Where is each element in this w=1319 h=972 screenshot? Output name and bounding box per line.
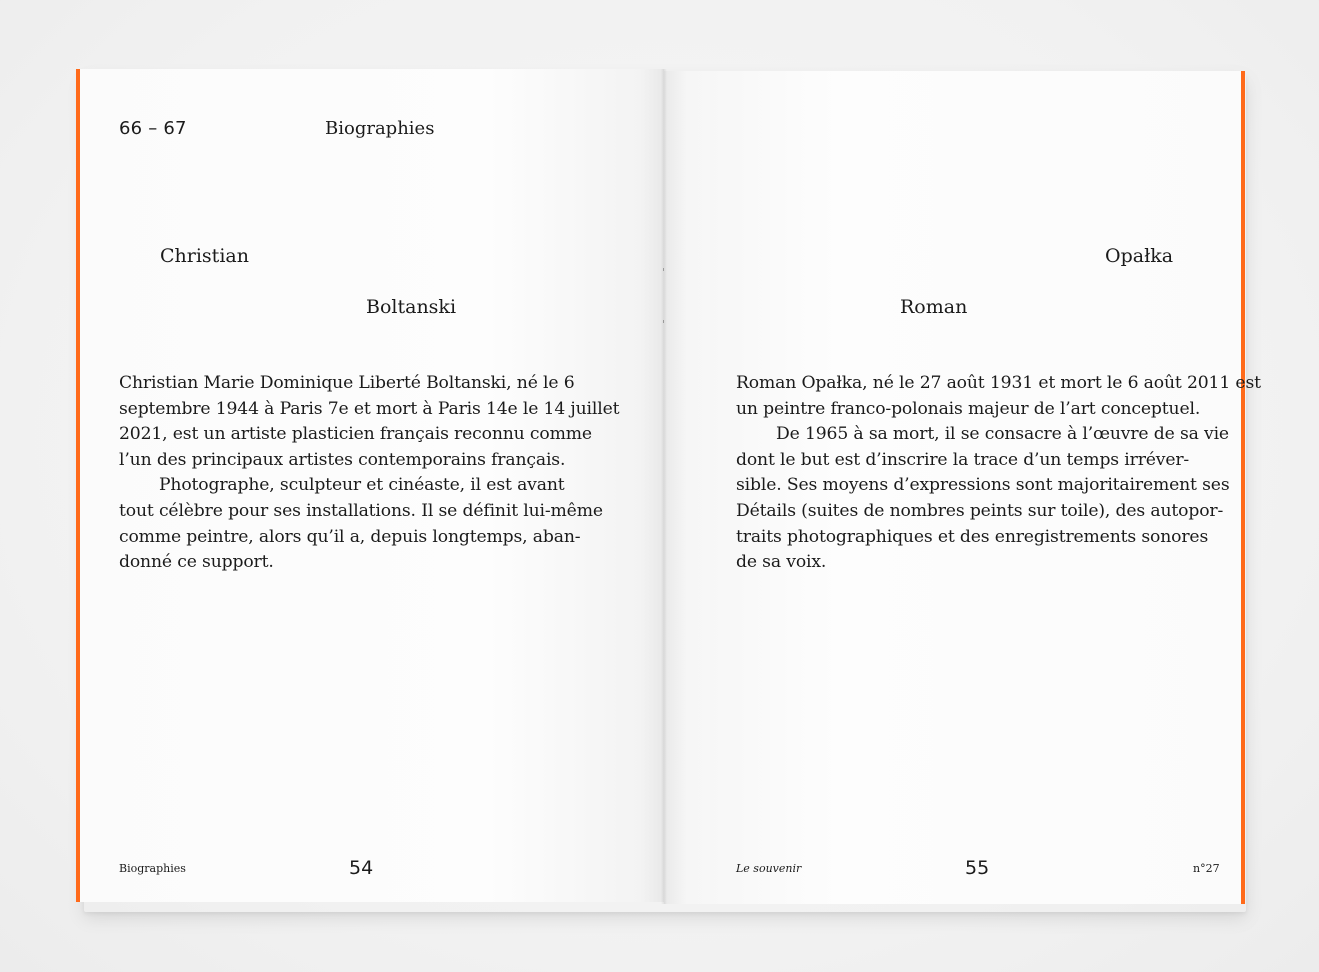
section-title: Biographies	[325, 118, 435, 139]
text-line: Photographe, sculpteur et cinéaste, il est avant	[159, 475, 565, 496]
text-line: comme peintre, alors qu’il a, depuis longtemps, aban-	[119, 526, 581, 547]
text-line: Roman Opałka, né le 27 août 1931 et mort le 6 août 2011 est	[736, 373, 1261, 393]
text-line: Christian Marie Dominique Liberté Boltanski, né le 6	[119, 373, 575, 393]
text-line: septembre 1944 à Paris 7e et mort à Paris 14e le 14 juillet	[119, 398, 620, 419]
text-line: De 1965 à sa mort, il se consacre à l’œuvre de sa vie	[776, 424, 1229, 445]
text-line: de sa voix.	[736, 552, 827, 573]
text-line: l’un des principaux artistes contemporains français.	[119, 449, 566, 470]
text-line: sible. Ses moyens d’expressions sont majoritairement ses	[736, 475, 1230, 496]
gutter-mark	[663, 320, 664, 323]
page-number-right: 55	[965, 857, 990, 879]
text-line: un peintre franco-polonais majeur de l’art conceptuel.	[736, 398, 1201, 419]
first-name-heading: Christian	[160, 245, 249, 267]
footer-issue-number: n°27	[1193, 862, 1220, 875]
text-line: donné ce support.	[119, 552, 274, 573]
biography-text-boltanski	[119, 371, 619, 576]
biography-text-opalka	[736, 371, 1261, 576]
gutter-mark	[663, 268, 664, 271]
text-line: Détails (suites de nombres peints sur toile), des autopor-	[736, 500, 1224, 521]
book-gutter	[661, 69, 667, 904]
left-orange-edge	[76, 69, 80, 902]
last-name-heading: Boltanski	[366, 296, 457, 318]
text-line: tout célèbre pour ses installations. Il se définit lui-même	[119, 500, 603, 521]
text-line: dont le but est d’inscrire la trace d’un temps irréver-	[736, 449, 1190, 470]
footer-issue-title: Le souvenir	[736, 862, 802, 875]
text-line: 2021, est un artiste plasticien français reconnu comme	[119, 424, 592, 445]
text-line: traits photographiques et des enregistrements sonores	[736, 526, 1209, 547]
page-range: 66 – 67	[119, 118, 187, 139]
given-name-heading: Roman	[900, 296, 968, 318]
page-number-left: 54	[349, 857, 374, 879]
surname-heading: Opałka	[1105, 245, 1174, 267]
footer-section-label: Biographies	[119, 862, 186, 875]
